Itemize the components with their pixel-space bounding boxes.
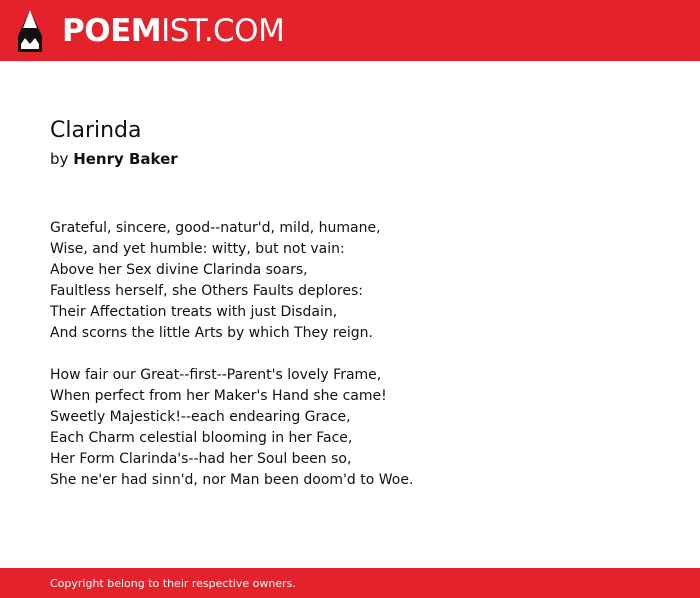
poem-line: Their Affectation treats with just Disdain,	[50, 304, 338, 320]
author-name[interactable]: Henry Baker	[73, 150, 178, 168]
site-logo-link[interactable]	[62, 12, 284, 50]
poem-line: Sweetly Majestick!--each endearing Grace,	[50, 409, 351, 425]
poem-line: Her Form Clarinda's--had her Soul been so,	[50, 451, 352, 467]
poem-byline	[50, 148, 670, 170]
poem-title: Clarinda	[50, 118, 142, 143]
site-footer	[0, 568, 700, 598]
poem-line: Wise, and yet humble: witty, but not vain:	[50, 241, 345, 257]
poem-line: When perfect from her Maker's Hand she came!	[50, 388, 387, 404]
poem-line: She ne'er had sinn'd, nor Man been doom'd to Woe.	[50, 472, 414, 488]
by-label: by	[50, 150, 69, 168]
poem-line: How fair our Great--first--Parent's lovely Frame,	[50, 367, 382, 383]
poem-content	[50, 115, 670, 512]
pencil-icon[interactable]	[18, 10, 42, 52]
logo-bold-text: POEM	[62, 13, 162, 49]
poem-line: Grateful, sincere, good--natur'd, mild, humane,	[50, 220, 381, 236]
stanza	[50, 218, 670, 344]
poem-line: Each Charm celestial blooming in her Face,	[50, 430, 353, 446]
stanza	[50, 365, 670, 491]
copyright-text: Copyright belong to their respective owners.	[50, 577, 296, 590]
site-header	[0, 0, 700, 61]
poem-line: Faultless herself, she Others Faults deplores:	[50, 283, 363, 299]
poem-body	[50, 218, 670, 491]
poem-line: Above her Sex divine Clarinda soars,	[50, 262, 308, 278]
poem-line: And scorns the little Arts by which They reign.	[50, 325, 373, 341]
logo-light-text: IST.COM	[161, 13, 285, 49]
